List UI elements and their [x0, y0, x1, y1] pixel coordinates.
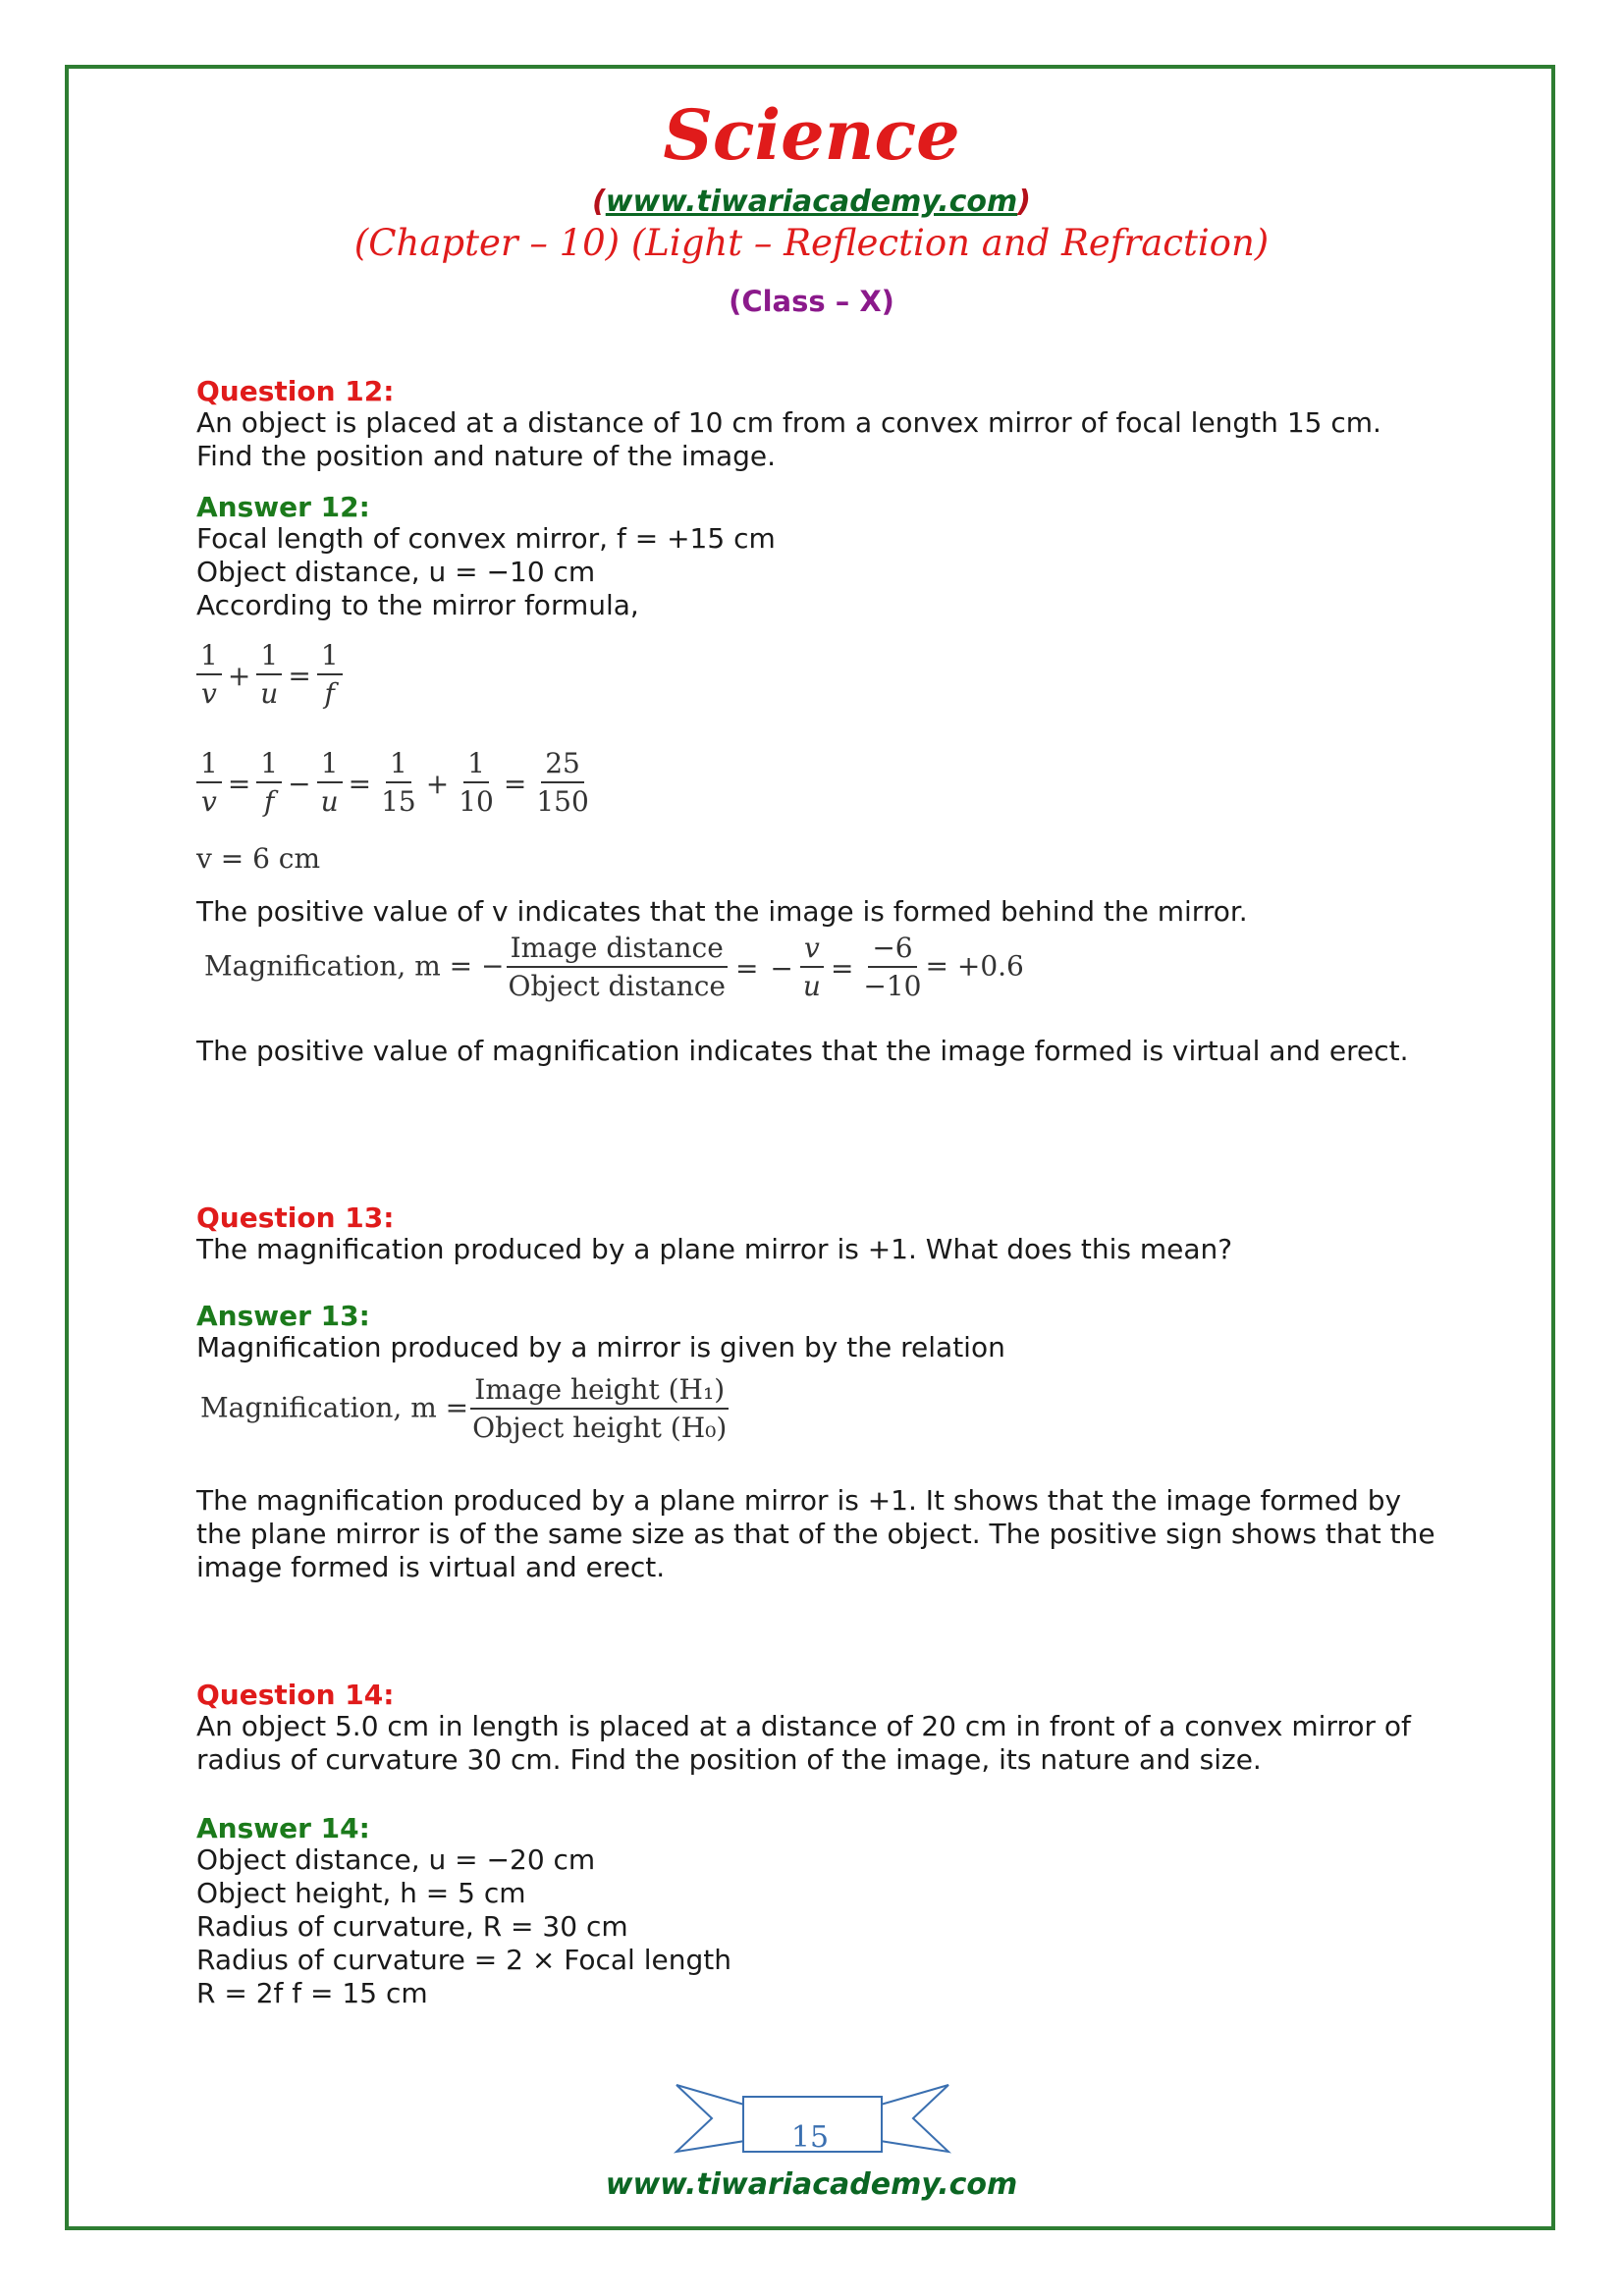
- question-12-text: [196, 406, 1381, 473]
- paren-open: (: [592, 185, 606, 219]
- answer-line: R = 2f f = 15 cm: [196, 1977, 428, 2009]
- magnification-label: Magnification, m =: [200, 1391, 469, 1424]
- answer-14-label: Answer 14:: [196, 1812, 370, 1844]
- mag-numerator: Image height (H₁): [470, 1372, 729, 1410]
- magnification-equation-12: Magnification, m = − $\frac{\text{Image distance}}{\text{Object distance}}$ = − $\frac{v}{u}$ = $\frac{-6}{-10}$ = +0.6: [204, 931, 1024, 1005]
- answer-line: Object distance, u = −20 cm: [196, 1843, 596, 1876]
- paren-close: ): [1017, 185, 1031, 219]
- answer-13-intro: Magnification produced by a mirror is given by the relation: [196, 1331, 1005, 1363]
- positive-v-note: The positive value of v indicates that the image is formed behind the mirror.: [196, 895, 1248, 928]
- question-12-label: Question 12:: [196, 375, 395, 407]
- answer-line: The magnification produced by a plane mirror is +1. It shows that the image formed by: [196, 1484, 1402, 1517]
- page-title: Science: [663, 94, 960, 176]
- answer-line: Focal length of convex mirror, f = +15 cm: [196, 522, 776, 555]
- mag-denominator: Object height (H₀): [472, 1412, 728, 1444]
- answer-line: the plane mirror is of the same size as that of the object. The positive sign shows that the: [196, 1518, 1435, 1550]
- answer-12-text: [196, 522, 776, 622]
- page-number: 15: [790, 2120, 830, 2155]
- question-line: An object is placed at a distance of 10 cm from a convex mirror of focal length 15 cm.: [196, 406, 1381, 439]
- question-13-text: The magnification produced by a plane mirror is +1. What does this mean?: [196, 1233, 1233, 1265]
- question-14-text: [196, 1710, 1411, 1777]
- header-website-link[interactable]: www.tiwariacademy.com: [605, 185, 1018, 219]
- footer-website-link[interactable]: www.tiwariacademy.com: [605, 2167, 1018, 2202]
- answer-line: image formed is virtual and erect.: [196, 1551, 666, 1583]
- chapter-heading: (Chapter – 10) (Light – Reflection and Refraction): [353, 222, 1270, 264]
- answer-line: According to the mirror formula,: [196, 589, 639, 621]
- answer-14-text: [196, 1843, 731, 2010]
- mirror-formula: $\frac{1}{v}$ + $\frac{1}{u}$ = $\frac{1}{f}$: [196, 638, 343, 713]
- magnification-label: Magnification, m = −: [204, 949, 505, 983]
- mag-value: = +0.6: [925, 949, 1024, 983]
- answer-line: Radius of curvature, R = 30 cm: [196, 1910, 628, 1943]
- header-website: [0, 185, 1623, 219]
- answer-13-text: [196, 1484, 1443, 1584]
- question-line: radius of curvature 30 cm. Find the position of the image, its nature and size.: [196, 1743, 1262, 1776]
- magnification-equation-13: [200, 1372, 730, 1447]
- mag-denominator: Object distance: [508, 970, 726, 1002]
- magnification-conclusion: The positive value of magnification indicates that the image formed is virtual and erect.: [196, 1035, 1409, 1067]
- question-14-label: Question 14:: [196, 1679, 395, 1711]
- question-line: Find the position and nature of the image.: [196, 440, 777, 472]
- answer-line: Radius of curvature = 2 × Focal length: [196, 1944, 731, 1976]
- answer-12-label: Answer 12:: [196, 491, 370, 523]
- mag-numerator: Image distance: [507, 931, 728, 968]
- question-13-label: Question 13:: [196, 1201, 395, 1234]
- question-line: An object 5.0 cm in length is placed at a distance of 20 cm in front of a convex mirror of: [196, 1710, 1411, 1742]
- mirror-formula-solution: $\frac{1}{v}$ = $\frac{1}{f}$ − $\frac{1}{u}$ = $\frac{1}{15}$ + $\frac{1}{10}$ = $\frac{25}{150}$: [196, 746, 593, 821]
- answer-line: Object distance, u = −10 cm: [196, 556, 596, 588]
- image-distance-result: v = 6 cm: [196, 842, 321, 875]
- class-heading: (Class – X): [729, 285, 894, 318]
- answer-13-label: Answer 13:: [196, 1300, 370, 1332]
- answer-line: Object height, h = 5 cm: [196, 1877, 526, 1909]
